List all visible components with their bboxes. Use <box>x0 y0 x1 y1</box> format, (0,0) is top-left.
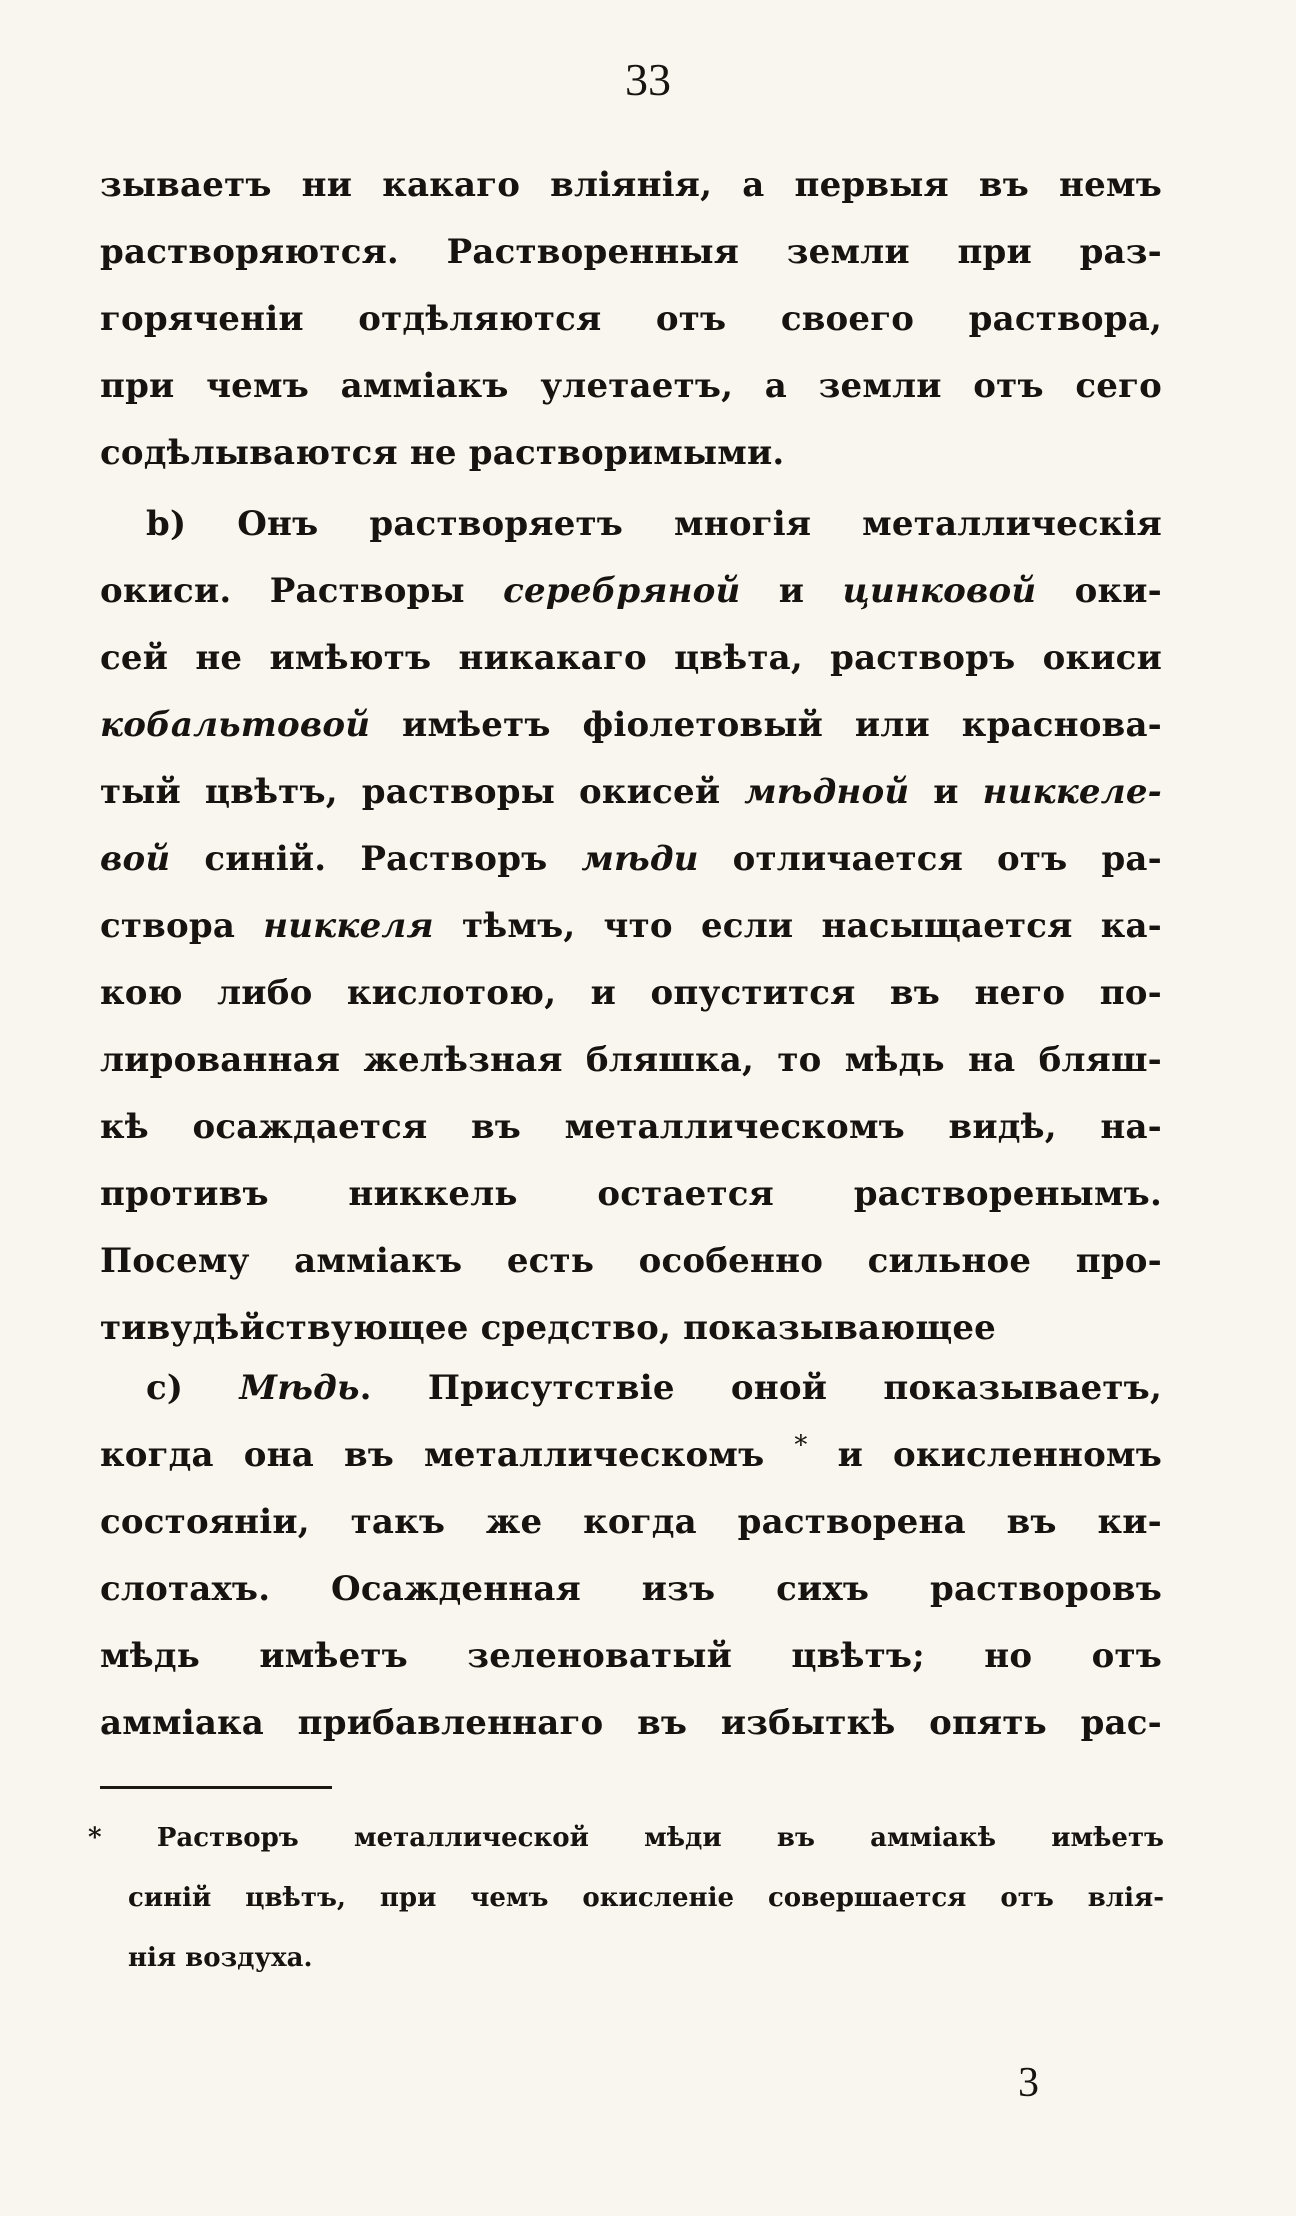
text-line: Посему амміакъ есть особенно сильное про- <box>100 1241 1162 1281</box>
text-line <box>100 826 1162 893</box>
text-run: тѣмъ, что если насыщается ка- <box>433 906 1162 946</box>
text-line: кѣ осаждается въ металлическомъ видѣ, на- <box>100 1107 1162 1147</box>
paragraph-1 <box>100 152 1162 487</box>
paragraph-2 <box>100 491 1162 1362</box>
text-line: тивудѣйствующее средство, показывающее <box>100 1308 996 1348</box>
text-line: кою либо кислотою, и опустится въ него по- <box>100 973 1162 1013</box>
text-line <box>100 893 1162 960</box>
text-line: зываетъ ни какаго вліянія, а первыя въ немъ <box>100 165 1162 205</box>
text-run: окиси. Растворы <box>100 571 504 611</box>
text-run: когда она въ металлическомъ <box>100 1435 795 1475</box>
text-line <box>100 759 1162 826</box>
text-line: амміака прибавленнаго въ избыткѣ опять рас- <box>100 1703 1162 1743</box>
text-line <box>100 692 1162 759</box>
italic-term: Мѣдь <box>239 1368 360 1408</box>
footnote-divider <box>100 1786 332 1789</box>
text-line <box>100 1355 1162 1422</box>
text-line: противъ никкель остается растворенымъ. <box>100 1174 1162 1214</box>
italic-term: кобальтовой <box>100 705 371 745</box>
text-line: мѣдь имѣетъ зеленоватый цвѣтъ; но отъ <box>100 1636 1162 1676</box>
italic-term: цинковой <box>842 571 1037 611</box>
footnote-marker: * <box>794 1430 808 1461</box>
italic-term: никкеле- <box>982 772 1162 812</box>
italic-term: мѣди <box>581 839 699 879</box>
text-line: слотахъ. Осажденная изъ сихъ растворовъ <box>100 1569 1162 1609</box>
text-line: b) Онъ растворяетъ многія металлическія <box>146 504 1162 544</box>
page-number: 33 <box>625 54 671 105</box>
footnote-line: синій цвѣтъ, при чемъ окисленіе совершается отъ влія- <box>128 1883 1164 1913</box>
footnote <box>88 1808 1164 1988</box>
text-run: и <box>909 772 983 812</box>
text-run: отличается отъ ра- <box>698 839 1162 879</box>
text-run: . Присутствіе оной показываетъ, <box>359 1368 1162 1408</box>
text-line: содѣлываются не растворимыми. <box>100 433 785 473</box>
paragraph-3 <box>100 1355 1162 1757</box>
text-line: горяченіи отдѣляются отъ своего раствора, <box>100 299 1162 339</box>
text-line: сей не имѣютъ никакаго цвѣта, растворъ окиси <box>100 638 1162 678</box>
text-run: синій. Растворъ <box>170 839 582 879</box>
footnote-line: нія воздуха. <box>128 1943 313 1973</box>
italic-term: серебряной <box>503 571 741 611</box>
text-line: при чемъ амміакъ улетаетъ, а земли отъ сего <box>100 366 1162 406</box>
italic-term: никкеля <box>263 906 434 946</box>
italic-term: мѣдной <box>744 772 910 812</box>
text-run: имѣетъ фіолетовый или краснова- <box>370 705 1162 745</box>
text-run: створа <box>100 906 264 946</box>
text-run: оки- <box>1036 571 1162 611</box>
text-run: тый цвѣтъ, растворы окисей <box>100 772 745 812</box>
italic-term: вой <box>100 839 171 879</box>
footnote-line: * Растворъ металлической мѣди въ амміакѣ имѣетъ <box>88 1823 1164 1853</box>
text-run: и окисленномъ <box>807 1435 1163 1475</box>
signature-mark: 3 <box>1018 2060 1039 2106</box>
text-run: c) <box>146 1368 240 1408</box>
text-line: состояніи, такъ же когда растворена въ ки- <box>100 1502 1162 1542</box>
text-line: лированная желѣзная бляшка, то мѣдь на бляш- <box>100 1040 1162 1080</box>
text-line: растворяются. Растворенныя земли при раз- <box>100 232 1162 272</box>
text-line <box>100 558 1162 625</box>
text-run: и <box>740 571 843 611</box>
text-line <box>100 1422 1162 1489</box>
